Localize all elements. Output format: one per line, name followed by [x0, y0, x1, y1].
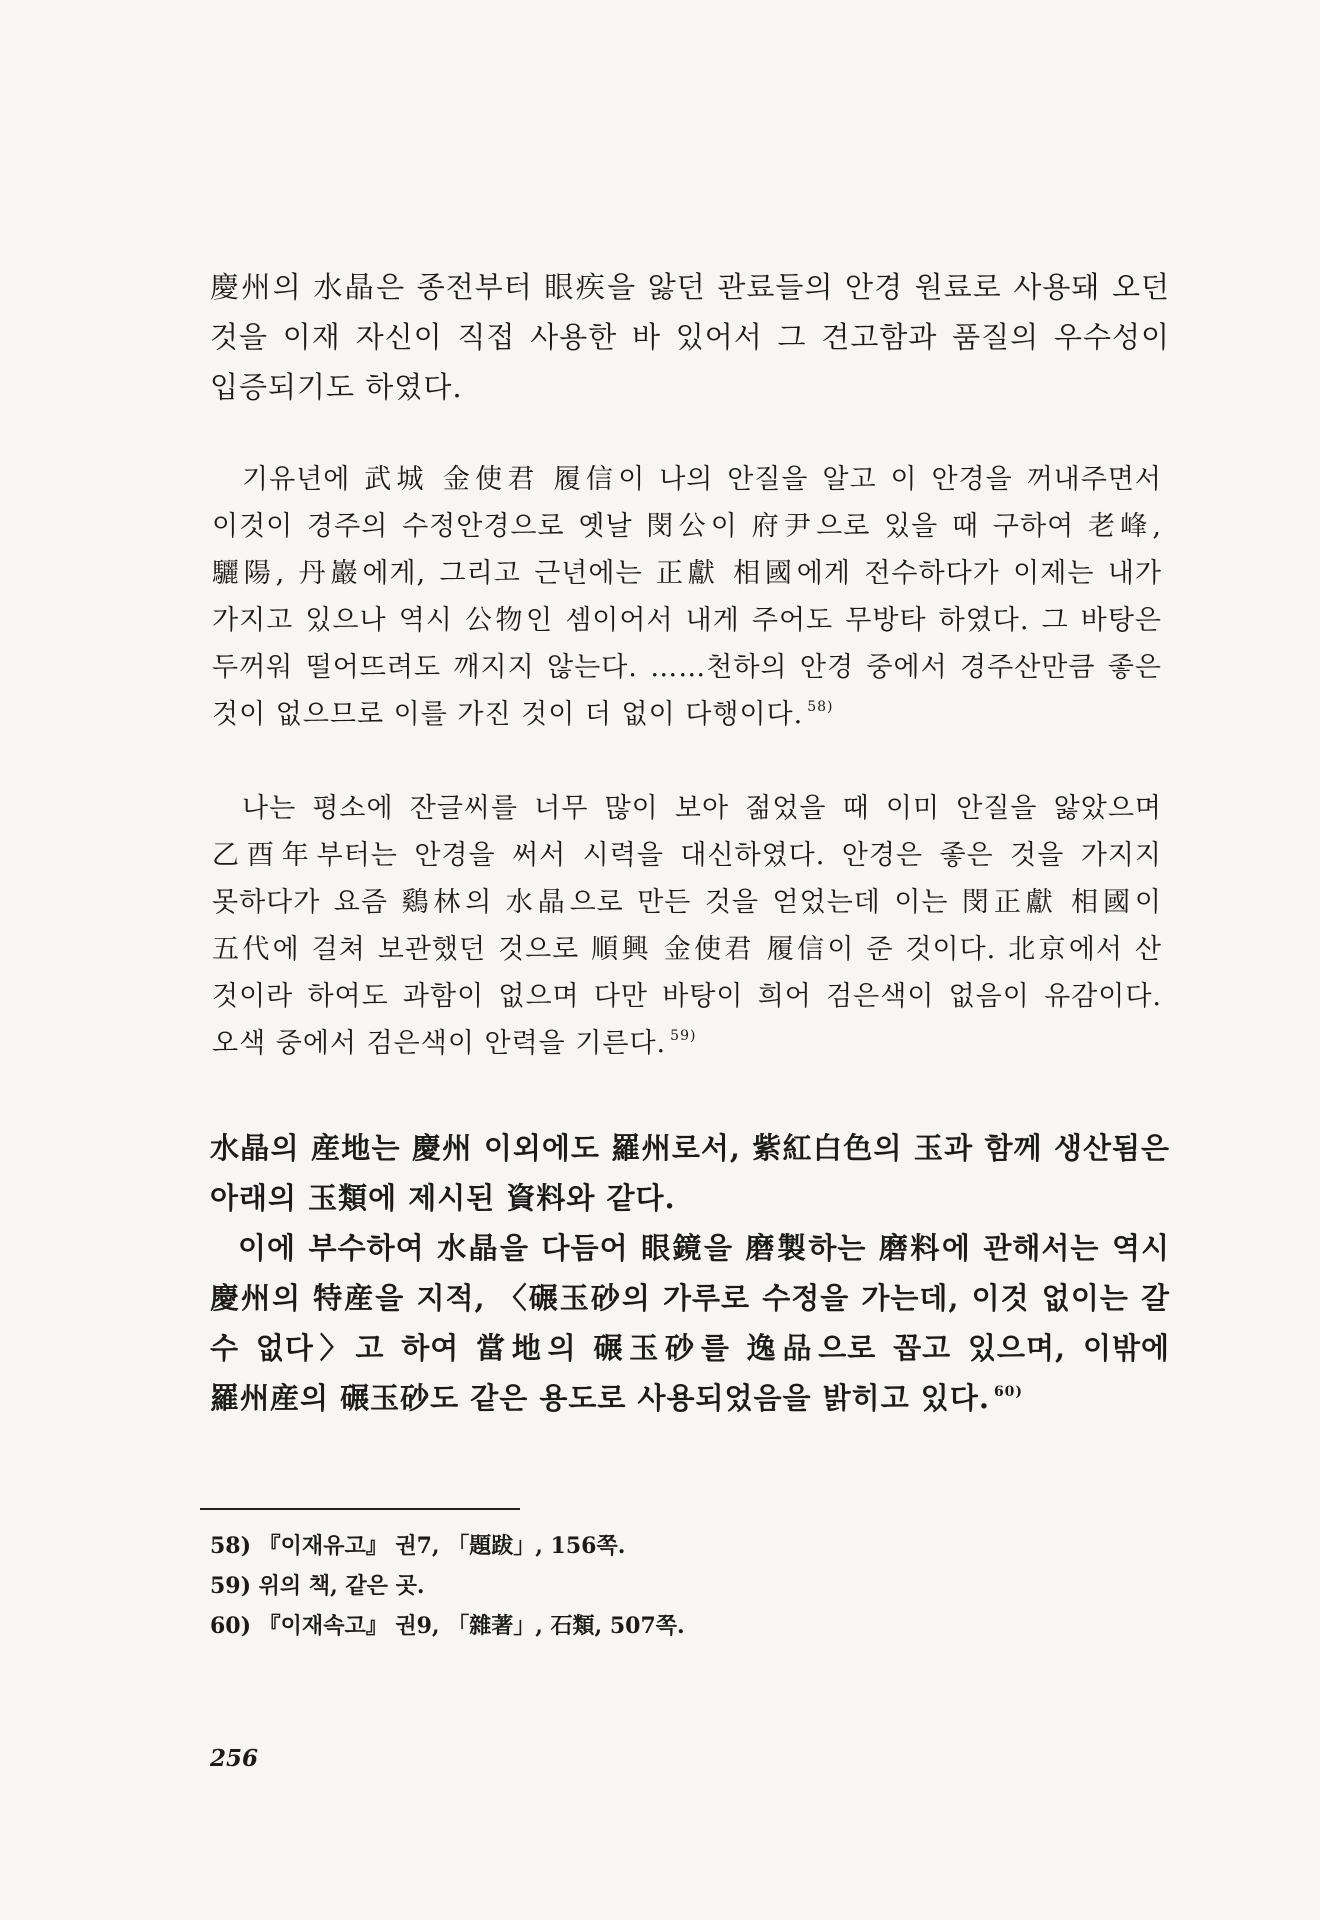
page-number: 256 [210, 1745, 259, 1772]
footnote-divider [200, 1508, 520, 1510]
body-paragraph-2 [210, 1223, 1170, 1423]
footnote-item: 58) 『이재유고』 권7, 「題跋」, 156쪽. [210, 1533, 626, 1559]
footnote-item: 59) 위의 책, 같은 곳. [210, 1573, 425, 1599]
footnotes-list [210, 1526, 910, 1646]
quote-1-text: 기유년에 武城 金使君 履信이 나의 안질을 알고 이 안경을 꺼내주면서 이것이 경주의 수정안경으로 옛날 閔公이 府尹으로 있을 때 구하여 老峰, 驪陽, 丹巖에게, 그리고 근년에는 正獻 相國에게 전수하다가 이제는 내가 가지고 있으나 역시 公物인 셈이어서 내게 주어도 무방타 하였다. 그 바탕은 두꺼워 떨어뜨려도 깨지지 않는다. ……천하의 안경 중에서 경주산만큼 좋은 것이 없으므로 이를 가진 것이 더 없이 다행이다. [212, 464, 1162, 730]
intro-text: 慶州의 水晶은 종전부터 眼疾을 앓던 관료들의 안경 원료로 사용돼 오던 것을 이재 자신이 직접 사용한 바 있어서 그 견고함과 품질의 우수성이 입증되기도 하였다. [210, 270, 1170, 404]
intro-paragraph [210, 262, 1170, 412]
footnote-ref-59: 59) [670, 1028, 697, 1044]
quote-2-text: 나는 평소에 잔글씨를 너무 많이 보아 젊었을 때 이미 안질을 앓았으며 乙酉年부터는 안경을 써서 시력을 대신하였다. 안경은 좋은 것을 가지지 못하다가 요즘 鷄林의 水晶으로 만든 것을 얻었는데 이는 閔正獻 相國이 五代에 걸쳐 보관했던 것으로 順興 金使君 履信이 준 것이다. 北京에서 산 것이라 하여도 과함이 없으며 다만 바탕이 희어 검은색이 없음이 유감이다. 오색 중에서 검은색이 안력을 기른다. [212, 793, 1162, 1059]
footnote-ref-60: 60) [993, 1384, 1024, 1400]
body-1-text: 水晶의 産地는 慶州 이외에도 羅州로서, 紫紅白色의 玉과 함께 생산됨은 아래의 玉類에 제시된 資料와 같다. [210, 1131, 1170, 1215]
footnote-ref-58: 58) [807, 699, 834, 715]
footnote-item: 60) 『이재속고』 권9, 「雜著」, 石類, 507쪽. [210, 1613, 685, 1639]
body-2-text: 이에 부수하여 水晶을 다듬어 眼鏡을 磨製하는 磨料에 관해서는 역시 慶州의 特産을 지적, 〈碾玉砂의 가루로 수정을 가는데, 이것 없이는 갈 수 없다〉고 하여 當地의 碾玉砂를 逸品으로 꼽고 있으며, 이밖에 羅州産의 碾玉砂도 같은 용도로 사용되었음을 밝히고 있다. [210, 1231, 1170, 1415]
quote-block-2 [212, 785, 1162, 1067]
quote-block-1 [212, 456, 1162, 738]
body-paragraph-1 [210, 1123, 1170, 1223]
